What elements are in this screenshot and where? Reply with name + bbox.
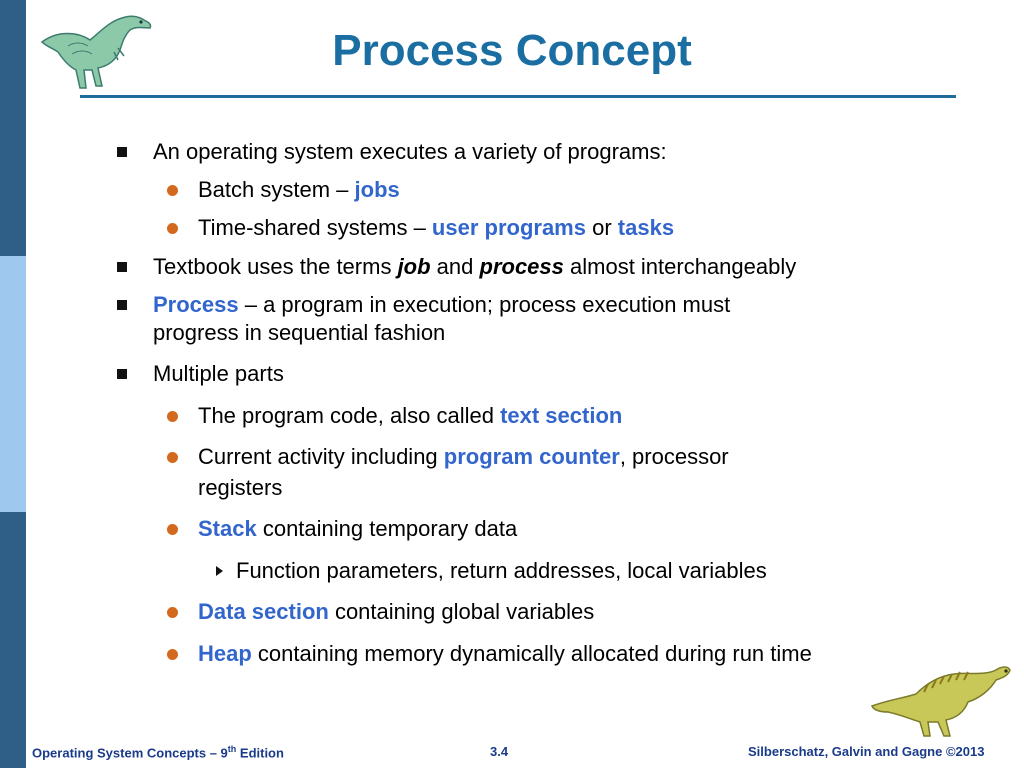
square-bullet-icon [117, 147, 127, 157]
bullet-text [153, 290, 730, 320]
square-bullet-icon [117, 262, 127, 272]
emphasized-term: Heap [198, 641, 252, 666]
emphasized-term: tasks [617, 215, 675, 240]
round-bullet-icon [167, 223, 178, 234]
bullet-text-segment: containing temporary data [256, 516, 518, 541]
dinosaur-icon [868, 656, 1014, 740]
bullet-text [198, 473, 282, 503]
emphasized-term: program counter [443, 444, 620, 469]
round-bullet-icon [167, 185, 178, 196]
bullet-text-segment: progress in sequential fashion [153, 320, 446, 345]
bullet-text-segment: containing global variables [328, 599, 595, 624]
bullet-text-segment: and [430, 254, 480, 279]
bullet-text [198, 401, 622, 431]
bullet-text-segment: Time-shared systems – [198, 215, 432, 240]
emphasized-term: user programs [431, 215, 586, 240]
bullet-text-segment: Multiple parts [153, 361, 284, 386]
bullet-text [198, 175, 400, 205]
bullet-text-segment: , processor [619, 444, 729, 469]
bullet-text [198, 639, 812, 669]
round-bullet-icon [167, 649, 178, 660]
emphasized-term: job [397, 254, 431, 279]
bullet-text-segment: Current activity including [198, 444, 444, 469]
footer-page-number: 3.4 [490, 744, 509, 759]
bullet-text-segment: An operating system executes a variety of programs: [153, 139, 667, 164]
emphasized-term: jobs [354, 177, 400, 202]
triangle-bullet-icon [216, 566, 223, 576]
bullet-text-segment: almost interchangeably [563, 254, 797, 279]
footer-left [32, 744, 284, 760]
bullet-text [153, 252, 796, 282]
bullet-text [198, 213, 674, 243]
footer-authors: Silberschatz, Galvin and Gagne ©2013 [748, 744, 985, 759]
bullet-text-segment: Batch system – [198, 177, 355, 202]
round-bullet-icon [167, 524, 178, 535]
emphasized-term: Stack [198, 516, 257, 541]
footer-edition-suffix: Edition [236, 745, 284, 761]
bullet-text-segment: Textbook uses the terms [153, 254, 398, 279]
footer-edition-sup: th [227, 744, 237, 754]
bullet-text-segment: registers [198, 475, 283, 500]
bullet-text-segment: containing memory dynamically allocated during run time [251, 641, 812, 666]
slide-title: Process Concept [332, 26, 692, 75]
bullet-text [153, 137, 667, 167]
bullet-text [236, 556, 767, 586]
round-bullet-icon [167, 452, 178, 463]
emphasized-term: Data section [198, 599, 329, 624]
bullet-text [198, 514, 517, 544]
bullet-text-segment: The program code, also called [198, 403, 501, 428]
bullet-text [153, 318, 445, 348]
emphasized-term: process [479, 254, 564, 279]
bullet-text-segment: – a program in execution; process execution must [238, 292, 731, 317]
emphasized-term: Process [153, 292, 239, 317]
emphasized-term: text section [500, 403, 623, 428]
round-bullet-icon [167, 607, 178, 618]
round-bullet-icon [167, 411, 178, 422]
bullet-text [153, 359, 284, 389]
bullet-text-segment: Function parameters, return addresses, local variables [236, 558, 767, 583]
square-bullet-icon [117, 300, 127, 310]
square-bullet-icon [117, 369, 127, 379]
bullet-text [198, 597, 594, 627]
bullet-text [198, 442, 729, 472]
bullet-text-segment: or [585, 215, 618, 240]
footer-book-title: Operating System Concepts – 9 [32, 745, 228, 761]
